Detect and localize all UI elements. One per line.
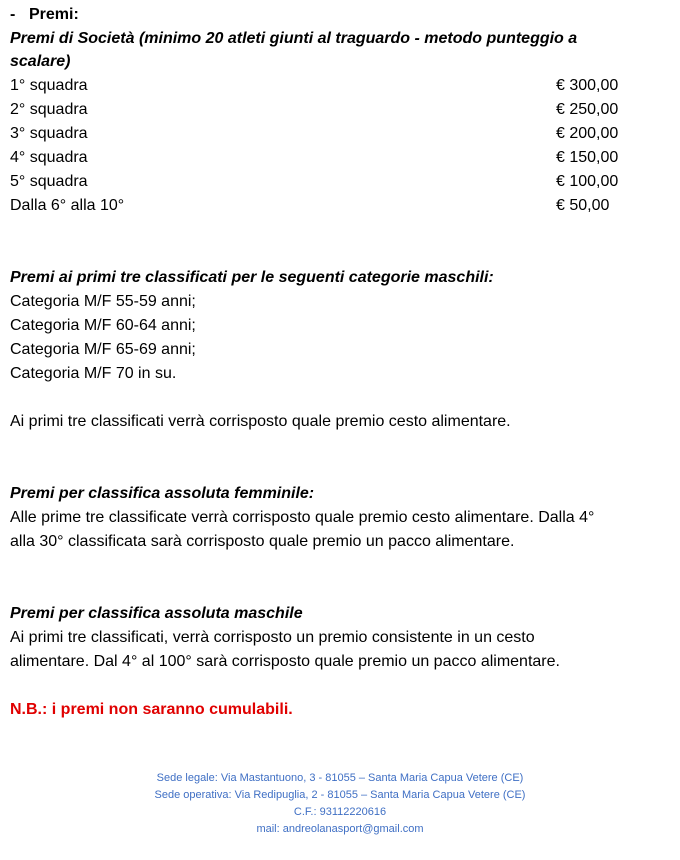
footer-operative-address: Sede operativa: Via Redipuglia, 2 - 81055 – Santa Maria Capua Vetere (CE) [154, 789, 526, 801]
team-prizes-title-line1: Premi di Società (minimo 20 atleti giunti al traguardo - metodo punteggio a [10, 30, 578, 47]
categories-title: Premi ai primi tre classificati per le seguenti categorie maschili: [10, 269, 494, 286]
team-prize-label: 3° squadra [10, 125, 88, 142]
male-prizes-text-line1: Ai primi tre classificati, verrà corrisposto un premio consistente in un cesto [10, 629, 535, 646]
team-prize-label: Dalla 6° alla 10° [10, 197, 125, 214]
section-dash: - [10, 6, 16, 23]
categories-note: Ai primi tre classificati verrà corrisposto quale premio cesto alimentare. [10, 413, 511, 430]
team-prize-amount: € 100,00 [556, 173, 619, 190]
category-item: Categoria M/F 55-59 anni; [10, 293, 196, 310]
category-item: Categoria M/F 60-64 anni; [10, 317, 196, 334]
female-prizes-title: Premi per classifica assoluta femminile: [10, 485, 315, 502]
female-prizes-text-line1: Alle prime tre classificate verrà corrisposto quale premio cesto alimentare. Dalla 4° [10, 509, 595, 526]
footer-legal-address: Sede legale: Via Mastantuono, 3 - 81055 – Santa Maria Capua Vetere (CE) [156, 772, 524, 784]
nb-note: N.B.: i premi non saranno cumulabili. [10, 701, 293, 718]
team-prizes-title-line2: scalare) [10, 53, 71, 70]
team-prize-amount: € 150,00 [556, 149, 619, 166]
team-prize-amount: € 200,00 [556, 125, 619, 142]
footer-email: mail: andreolanasport@gmail.com [256, 823, 424, 835]
male-prizes-title: Premi per classifica assoluta maschile [10, 605, 303, 622]
category-item: Categoria M/F 70 in su. [10, 365, 177, 382]
team-prize-label: 2° squadra [10, 101, 88, 118]
male-prizes-text-line2: alimentare. Dal 4° al 100° sarà corrisposto quale premio un pacco alimentare. [10, 653, 560, 670]
team-prize-amount: € 300,00 [556, 77, 619, 94]
team-prize-label: 1° squadra [10, 77, 88, 94]
female-prizes-text-line2: alla 30° classificata sarà corrisposto quale premio un pacco alimentare. [10, 533, 515, 550]
team-prize-label: 4° squadra [10, 149, 88, 166]
team-prize-label: 5° squadra [10, 173, 88, 190]
section-heading: Premi: [29, 6, 79, 23]
footer-tax-code: C.F.: 93112220616 [293, 806, 387, 818]
team-prize-amount: € 50,00 [556, 197, 610, 214]
team-prize-amount: € 250,00 [556, 101, 619, 118]
category-item: Categoria M/F 65-69 anni; [10, 341, 196, 358]
